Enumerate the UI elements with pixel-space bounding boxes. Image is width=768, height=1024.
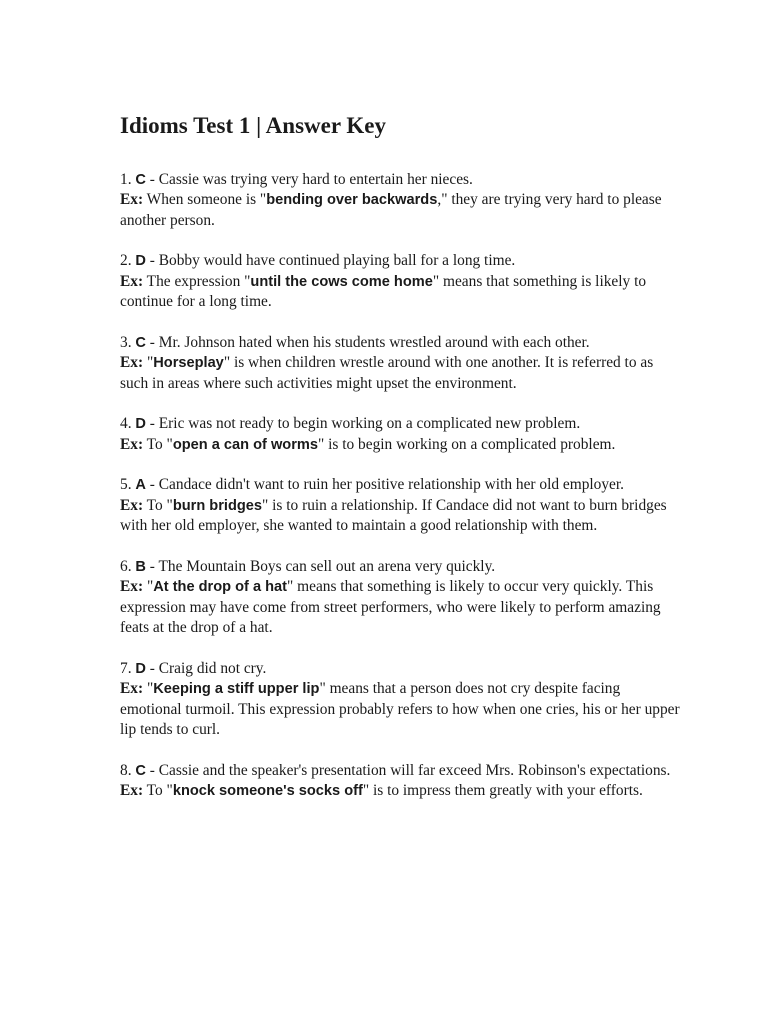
answer-item — [120, 557, 680, 639]
answer-letter: A — [135, 477, 146, 494]
explanation-label: Ex: — [120, 680, 144, 698]
idiom-phrase: Horseplay — [153, 355, 224, 372]
answer-statement: - Bobby would have continued playing ball for a long time. — [145, 252, 516, 270]
question-number: 5. — [120, 476, 132, 494]
answer-statement: - Candace didn't want to ruin her positive relationship with her old employer. — [145, 476, 625, 494]
idiom-phrase: until the cows come home — [250, 273, 433, 290]
explanation-text-after: " means that something is likely to continue for a long time. — [120, 272, 647, 311]
answer-list — [120, 170, 680, 802]
answer-line — [120, 333, 680, 354]
explanation-line — [120, 353, 680, 394]
question-number: 6. — [120, 557, 136, 575]
explanation-label: Ex: — [120, 272, 144, 290]
page-title: Idioms Test 1 | Answer Key — [120, 113, 386, 138]
explanation-label: Ex: — [120, 354, 144, 372]
answer-item — [120, 659, 680, 741]
answer-letter: B — [135, 558, 146, 575]
question-number: 3. — [120, 333, 132, 351]
explanation-label: Ex: — [120, 191, 144, 209]
idiom-phrase: At the drop of a hat — [153, 579, 288, 596]
idiom-phrase: knock someone's socks off — [172, 783, 363, 800]
answer-line — [120, 557, 680, 578]
explanation-line — [120, 190, 680, 231]
explanation-text-after: " is to begin working on a complicated problem. — [317, 435, 616, 453]
explanation-line — [120, 679, 680, 741]
question-number: 1. — [120, 170, 132, 188]
explanation-text-after: " is when children wrestle around with one another. It is referred to as such in areas where such activities might upset the environment. — [120, 354, 654, 392]
question-number: 4. — [120, 415, 132, 433]
explanation-line — [120, 272, 680, 313]
question-number: 2. — [120, 252, 132, 270]
explanation-text-after: " is to impress them greatly with your efforts. — [362, 782, 643, 800]
explanation-label: Ex: — [120, 578, 144, 596]
answer-item — [120, 333, 680, 395]
explanation-text-after: " is to ruin a relationship. If Candace did not want to burn bridges with her old employer, she wanted to maintain a good relationship with them. — [120, 496, 667, 535]
answer-statement: - Mr. Johnson hated when his students wrestled around with each other. — [145, 333, 590, 351]
explanation-text-after: " means that something is likely to occur very quickly. This expression may have come from street performers, who were likely to perform amazing feats at the drop of a hat. — [120, 578, 661, 637]
question-number: 8. — [120, 761, 132, 779]
answer-letter: D — [135, 416, 146, 433]
answer-letter: D — [135, 660, 146, 677]
answer-letter: D — [135, 253, 146, 270]
answer-statement: - Craig did not cry. — [145, 659, 267, 677]
idiom-phrase: Keeping a stiff upper lip — [153, 681, 320, 698]
answer-statement: - Eric was not ready to begin working on a complicated new problem. — [145, 415, 581, 433]
explanation-text-before: " — [143, 354, 154, 372]
answer-item — [120, 475, 680, 537]
explanation-text-after: " means that a person does not cry despite facing emotional turmoil. This expression probably refers to how when one cries, his or her upper lip tends to curl. — [120, 680, 680, 739]
explanation-text-before: To " — [143, 496, 173, 514]
answer-key-page — [120, 112, 680, 822]
answer-line — [120, 414, 680, 435]
explanation-line — [120, 781, 680, 802]
answer-line — [120, 659, 680, 680]
explanation-text-before: To " — [143, 782, 173, 800]
answer-letter: C — [135, 762, 146, 779]
explanation-text-before: To " — [143, 435, 173, 453]
explanation-line — [120, 435, 680, 456]
answer-item — [120, 251, 680, 313]
explanation-text-before: When someone is " — [143, 191, 267, 209]
answer-line — [120, 761, 680, 782]
answer-item — [120, 414, 680, 455]
answer-line — [120, 170, 680, 191]
explanation-label: Ex: — [120, 496, 144, 514]
answer-statement: - Cassie was trying very hard to entertain her nieces. — [145, 170, 473, 188]
explanation-label: Ex: — [120, 782, 144, 800]
answer-item — [120, 761, 680, 802]
explanation-label: Ex: — [120, 435, 144, 453]
explanation-text-before: " — [143, 578, 154, 596]
answer-statement: - Cassie and the speaker's presentation will far exceed Mrs. Robinson's expectations. — [145, 761, 671, 779]
explanation-text-before: " — [143, 680, 154, 698]
question-number: 7. — [120, 659, 132, 677]
answer-line — [120, 475, 680, 496]
answer-letter: C — [135, 334, 146, 351]
idiom-phrase: open a can of worms — [172, 436, 318, 453]
idiom-phrase: bending over backwards — [266, 192, 438, 209]
answer-letter: C — [135, 171, 146, 188]
answer-line — [120, 251, 680, 272]
explanation-line — [120, 496, 680, 537]
answer-item — [120, 170, 680, 232]
idiom-phrase: burn bridges — [172, 497, 263, 514]
explanation-text-before: The expression " — [143, 272, 251, 290]
explanation-line — [120, 577, 680, 639]
answer-statement: - The Mountain Boys can sell out an arena very quickly. — [145, 557, 496, 575]
explanation-text-after: ," they are trying very hard to please another person. — [120, 191, 662, 229]
